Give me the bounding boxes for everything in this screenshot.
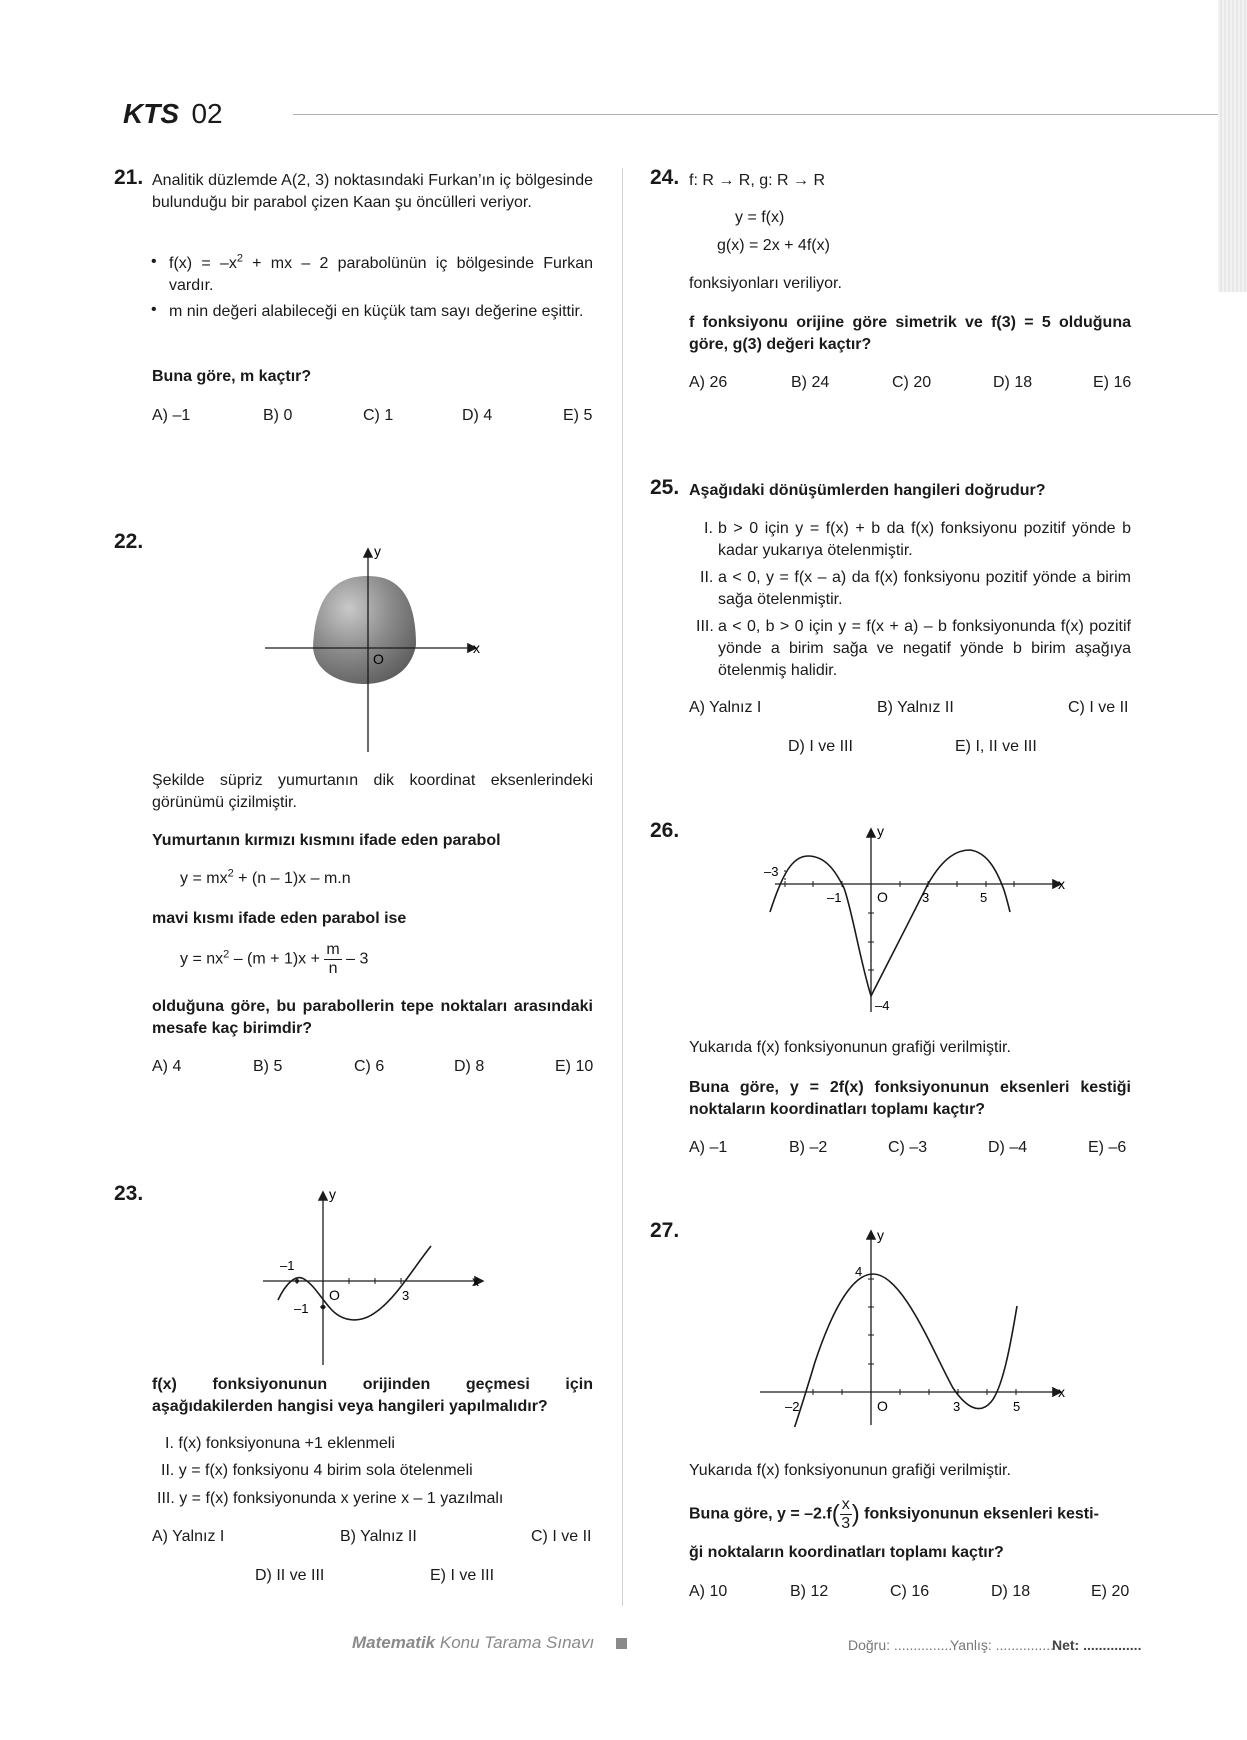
- footer-yanlis: Yanlış: ...............: [950, 1637, 1054, 1653]
- q21-option-b[interactable]: B) 0: [263, 407, 293, 424]
- q27-option-c[interactable]: C) 16: [890, 1583, 930, 1600]
- egg-shape: [313, 576, 416, 684]
- q27-option-d[interactable]: D) 18: [991, 1583, 1031, 1600]
- q25-option-b[interactable]: B) Yalnız II: [877, 699, 954, 716]
- q25-question: Aşağıdaki dönüşümlerden hangileri doğrudur?: [689, 482, 1046, 499]
- q22-origin-label: O: [373, 651, 384, 667]
- q22-option-e[interactable]: E) 10: [555, 1058, 594, 1075]
- footer-title: Matematik Konu Tarama Sınavı: [352, 1633, 595, 1652]
- q24-number: 24.: [650, 166, 680, 189]
- q22-text2: Yumurtanın kırmızı kısmını ifade eden parabol: [152, 832, 501, 849]
- q21-bullet1-marker: •: [151, 253, 157, 270]
- q21-bullet2: m nin değeri alabileceği en küçük tam sayı değerine eşittir.: [169, 303, 584, 320]
- q22-option-d[interactable]: D) 8: [454, 1058, 485, 1075]
- q27-question-line1: Buna göre, y = –2.f( $\frac{x}{3}$ ) fonksiyonunun eksenleri kesti-: [689, 1496, 1099, 1532]
- q23-y-label: y: [329, 1188, 336, 1202]
- q25-option-a[interactable]: A) Yalnız I: [689, 699, 762, 716]
- header-rule: [293, 114, 1218, 115]
- q27-y-label: y: [877, 1227, 884, 1243]
- q24-option-a[interactable]: A) 26: [689, 374, 728, 391]
- q23-option-c[interactable]: C) I ve II: [531, 1528, 592, 1545]
- q27-number: 27.: [650, 1219, 680, 1242]
- q26-option-c[interactable]: C) –3: [888, 1139, 928, 1156]
- q23-option-d[interactable]: D) II ve III: [255, 1567, 325, 1584]
- header-number: 02: [191, 98, 223, 129]
- q26-label-3: 3: [922, 890, 930, 905]
- q27-graph: [755, 1222, 1070, 1427]
- header-kts: KTS: [123, 98, 179, 129]
- q22-x-label: x: [473, 640, 480, 656]
- q24-option-b[interactable]: B) 24: [791, 374, 830, 391]
- q24-option-c[interactable]: C) 20: [892, 374, 932, 391]
- q23-option-b[interactable]: B) Yalnız II: [340, 1528, 417, 1545]
- q22-option-b[interactable]: B) 5: [253, 1058, 283, 1075]
- q25-iii-label: III.: [696, 618, 714, 635]
- q22-option-a[interactable]: A) 4: [152, 1058, 182, 1075]
- q27-label-3: 3: [953, 1399, 961, 1414]
- q23-label-neg1-x: –1: [280, 1258, 295, 1273]
- q26-text: Yukarıda f(x) fonksiyonunun grafiği verilmiştir.: [689, 1039, 1011, 1056]
- q21-option-e[interactable]: E) 5: [563, 407, 593, 424]
- q22-text1: Şekilde süpriz yumurtanın dik koordinat eksenlerindeki görünümü çizilmiştir.: [152, 772, 593, 811]
- q22-option-c[interactable]: C) 6: [354, 1058, 385, 1075]
- q23-origin-label: O: [329, 1287, 340, 1303]
- q26-x-label: x: [1058, 876, 1065, 892]
- page-header: [123, 98, 223, 130]
- q25-ii-text: a < 0, y = f(x – a) da f(x) fonksiyonu pozitif yönde a birim sağa ötelenmiştir.: [718, 569, 1131, 608]
- q25-i-label: I.: [704, 520, 713, 537]
- q25-option-d[interactable]: D) I ve III: [788, 738, 853, 755]
- q23-label-3: 3: [402, 1288, 410, 1303]
- q26-label-5: 5: [980, 890, 988, 905]
- q24-option-d[interactable]: D) 18: [993, 374, 1033, 391]
- q21-question: Buna göre, m kaçtır?: [152, 368, 312, 385]
- q26-label-neg1: –1: [827, 890, 842, 905]
- q25-option-c[interactable]: C) I ve II: [1068, 699, 1129, 716]
- q21-option-c[interactable]: C) 1: [363, 407, 394, 424]
- q21-bullet1: $f(x) = -x^2$ + mx – 2 parabolünün iç bölgesinde Furkan vardır.: [169, 252, 593, 294]
- q22-eq2: $y = nx^2 - (m + 1)x$ + $\frac{m}{n}$ – 3: [180, 941, 369, 977]
- q22-number: 22.: [114, 530, 144, 553]
- q23-label-neg1-y: –1: [294, 1301, 309, 1316]
- footer-dogru: Doğru: ...............: [848, 1637, 953, 1653]
- q22-question: olduğuna göre, bu parabollerin tepe noktaları arasındaki mesafe kaç birimdir?: [152, 998, 593, 1037]
- q21-option-d[interactable]: D) 4: [462, 407, 493, 424]
- q24-option-e[interactable]: E) 16: [1093, 374, 1132, 391]
- q21-intro: Analitik düzlemde A(2, 3) noktasındaki Furkan’ın iç bölgesinde bulunduğu bir parabol çizen Kaan şu öncülleri veriyor.: [152, 172, 593, 211]
- q25-iii-text: a < 0, b > 0 için y = f(x + a) – b fonksiyonunda f(x) pozitif yönde a birim sağa ve negatif yönde b birim aşağıya ötelenmiş halidir.: [718, 618, 1131, 679]
- q27-option-e[interactable]: E) 20: [1091, 1583, 1130, 1600]
- q22-egg-figure: [260, 540, 490, 755]
- q25-number: 25.: [650, 476, 680, 499]
- q27-x-label: x: [1058, 1384, 1065, 1400]
- page-edge-decoration: [1218, 0, 1247, 292]
- q23-option-e[interactable]: E) I ve III: [430, 1567, 495, 1584]
- q25-ii-label: II.: [700, 569, 714, 586]
- q26-option-a[interactable]: A) –1: [689, 1139, 728, 1156]
- q26-curve: [770, 850, 1010, 996]
- q25-i-text: b > 0 için y = f(x) + b da f(x) fonksiyonu pozitif yönde b kadar yukarıya ötelenmiştir.: [718, 520, 1131, 559]
- q24-question: f fonksiyonu orijine göre simetrik ve f(3) = 5 olduğuna göre, g(3) değeri kaçtır?: [689, 314, 1131, 353]
- q26-option-b[interactable]: B) –2: [789, 1139, 828, 1156]
- q23-option-a[interactable]: A) Yalnız I: [152, 1528, 225, 1545]
- q27-label-5: 5: [1013, 1399, 1021, 1414]
- q27-origin-label: O: [877, 1398, 888, 1414]
- q23-question: f(x) fonksiyonunun orijinden geçmesi için aşağıdakilerden hangisi veya hangileri yapılmalıdır?: [152, 1376, 593, 1415]
- column-divider: [622, 168, 623, 1606]
- q26-label-neg4: –4: [875, 998, 890, 1013]
- q24-eq2: g(x) = 2x + 4f(x): [717, 237, 830, 254]
- q21-number: 21.: [114, 166, 144, 189]
- q27-option-a[interactable]: A) 10: [689, 1583, 728, 1600]
- q27-question-line2: ği noktaların koordinatları toplamı kaçtır?: [689, 1544, 1004, 1561]
- q26-origin-label: O: [877, 889, 888, 905]
- q27-option-b[interactable]: B) 12: [790, 1583, 829, 1600]
- q22-eq1: $y = mx^2 + (n - 1)x - m.n$: [180, 867, 351, 887]
- q27-label-neg2: –2: [785, 1399, 800, 1414]
- q27-label-4: 4: [855, 1264, 863, 1279]
- q23-item-1: I. f(x) fonksiyonuna +1 eklenmeli: [165, 1435, 395, 1452]
- q26-option-d[interactable]: D) –4: [988, 1139, 1028, 1156]
- q26-graph: [760, 820, 1070, 1020]
- q22-y-label: y: [374, 543, 381, 559]
- q26-y-label: y: [877, 823, 884, 839]
- q27-text: Yukarıda f(x) fonksiyonunun grafiği verilmiştir.: [689, 1462, 1011, 1479]
- q25-option-e[interactable]: E) I, II ve III: [955, 738, 1037, 755]
- footer-net: Net: ...............: [1052, 1637, 1142, 1653]
- q24-line1: f: R → R, g: R → R: [689, 172, 826, 189]
- q23-item-2: II. y = f(x) fonksiyonu 4 birim sola ötelenmeli: [161, 1462, 473, 1479]
- q24-line2: fonksiyonları veriliyor.: [689, 275, 842, 292]
- q23-item-3: III. y = f(x) fonksiyonunda x yerine x – 1 yazılmalı: [157, 1490, 504, 1507]
- q24-eq1: y = f(x): [735, 209, 785, 226]
- q23-number: 23.: [114, 1182, 144, 1205]
- q23-graph: [258, 1188, 488, 1368]
- footer-square-icon: [616, 1638, 627, 1649]
- q26-option-e[interactable]: E) –6: [1088, 1139, 1127, 1156]
- q27-curve: [793, 1274, 1017, 1427]
- q26-number: 26.: [650, 819, 680, 842]
- q26-label-neg3: –3: [764, 864, 779, 879]
- q22-text3: mavi kısmı ifade eden parabol ise: [152, 910, 407, 927]
- q23-x-label: x: [472, 1273, 479, 1289]
- q21-option-a[interactable]: A) –1: [152, 407, 191, 424]
- q26-question: Buna göre, y = 2f(x) fonksiyonunun eksenleri kestiği noktaların koordinatları toplamı kaçtır?: [689, 1079, 1131, 1118]
- q21-bullet2-marker: •: [151, 301, 157, 318]
